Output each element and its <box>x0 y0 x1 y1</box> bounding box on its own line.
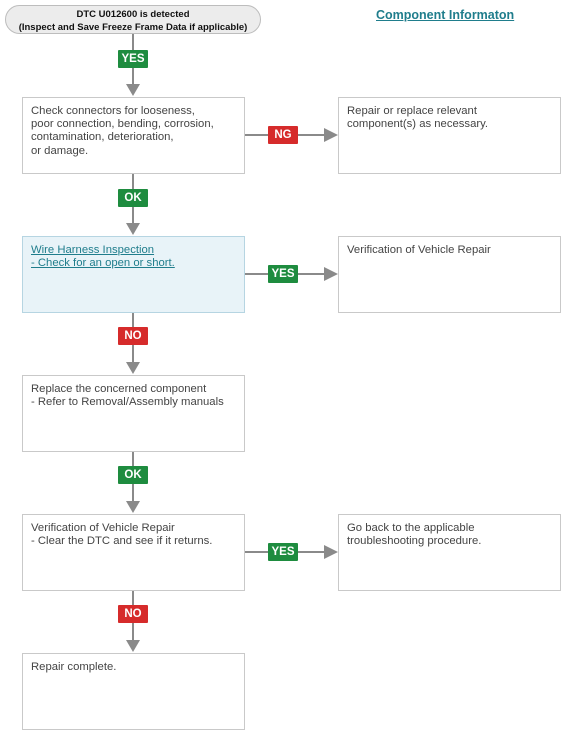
wire-harness-inspection-link[interactable]: Wire Harness Inspection <box>31 244 155 256</box>
yes-badge: YES <box>268 543 298 561</box>
step-text: Go back to the applicable <box>347 522 475 534</box>
component-information-link[interactable]: Component Informaton <box>376 8 515 22</box>
step-text: Repair or replace relevant <box>347 105 477 117</box>
arrow-down-icon <box>126 362 140 374</box>
check-open-short-link[interactable]: - Check for an open or short. <box>31 257 175 270</box>
step-text: - Refer to Removal/Assembly manuals <box>31 396 224 409</box>
step-text: Repair complete. <box>31 661 117 673</box>
arrow-right-icon <box>324 267 338 281</box>
no-badge: NO <box>118 605 148 623</box>
start-line-1: DTC U012600 is detected <box>76 9 190 20</box>
step-repair-replace <box>338 97 561 174</box>
arrow-down-icon <box>126 640 140 652</box>
arrow-down-icon <box>126 501 140 513</box>
ok-badge: OK <box>118 466 148 484</box>
arrow-down-icon <box>126 223 140 235</box>
yes-badge: YES <box>118 50 148 68</box>
arrow-right-icon <box>324 545 338 559</box>
step-go-back <box>338 514 561 591</box>
step-text: - Clear the DTC and see if it returns. <box>31 535 213 548</box>
step-verification-clear-dtc <box>22 514 245 591</box>
step-text: Replace the concerned component <box>31 383 207 395</box>
yes-badge: YES <box>268 265 298 283</box>
start-line-2: (Inspect and Save Freeze Frame Data if applicable) <box>18 22 248 33</box>
step-check-connectors <box>22 97 245 174</box>
step-text: Verification of Vehicle Repair <box>31 522 175 534</box>
step-repair-complete <box>22 653 245 730</box>
start-node-dtc-detected <box>5 5 261 34</box>
step-text: contamination, deterioration, <box>31 131 174 144</box>
step-text: component(s) as necessary. <box>347 118 489 131</box>
ok-badge: OK <box>118 189 148 207</box>
arrow-right-icon <box>324 128 338 142</box>
step-replace-component <box>22 375 245 452</box>
step-text: Check connectors for looseness, <box>31 105 195 117</box>
step-text: Verification of Vehicle Repair <box>347 244 491 256</box>
step-text: poor connection, bending, corrosion, <box>31 118 214 131</box>
step-text: or damage. <box>31 144 89 157</box>
step-text: troubleshooting procedure. <box>347 535 482 548</box>
arrow-down-icon <box>126 84 140 96</box>
ng-badge: NG <box>268 126 298 144</box>
step-verification-vehicle-repair <box>338 236 561 313</box>
no-badge: NO <box>118 327 148 345</box>
step-wire-harness-inspection <box>22 236 245 313</box>
